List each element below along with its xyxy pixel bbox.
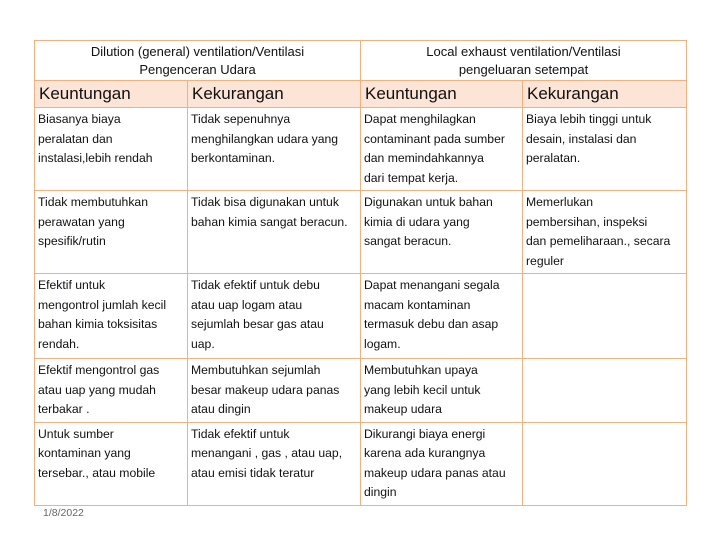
- table-cell: Tidak membutuhkan perawatan yang spesifik/rutin: [35, 191, 188, 274]
- table-row: [35, 422, 687, 505]
- table-cell: Dapat menangani segala macam kontaminan termasuk debu dan asap logam.: [361, 274, 523, 359]
- footer-date: 1/8/2022: [43, 507, 84, 519]
- table-cell: Tidak efektif untuk debu atau uap logam atau sejumlah besar gas atau uap.: [188, 274, 361, 359]
- local-exhaust-disadvantages-header: Kekurangan: [523, 81, 687, 108]
- table-cell: [523, 274, 687, 359]
- table-cell: Tidak efektif untuk menangani , gas , atau uap, atau emisi tidak teratur: [188, 422, 361, 505]
- table-cell: Biasanya biaya peralatan dan instalasi,lebih rendah: [35, 108, 188, 191]
- table-cell: Memerlukan pembersihan, inspeksi dan pemeliharaan., secara reguler: [523, 191, 687, 274]
- subheader-row: [35, 81, 687, 108]
- table-cell: Tidak bisa digunakan untuk bahan kimia sangat beracun.: [188, 191, 361, 274]
- table-row: [35, 274, 687, 359]
- table-cell: Efektif untuk mengontrol jumlah kecil bahan kimia toksisitas rendah.: [35, 274, 188, 359]
- table-cell: Untuk sumber kontaminan yang tersebar., atau mobile: [35, 422, 188, 505]
- table-cell: [523, 422, 687, 505]
- dilution-ventilation-header: Dilution (general) ventilation/Ventilasi Pengenceran Udara: [35, 41, 361, 81]
- table-cell: Tidak sepenuhnya menghilangkan udara yang berkontaminan.: [188, 108, 361, 191]
- table-row: [35, 359, 687, 423]
- local-exhaust-advantages-header: Keuntungan: [361, 81, 523, 108]
- comparison-table: [34, 40, 687, 506]
- table-cell: Digunakan untuk bahan kimia di udara yang sangat beracun.: [361, 191, 523, 274]
- table-cell: Dikurangi biaya energi karena ada kurangnya makeup udara panas atau dingin: [361, 422, 523, 505]
- table-cell: Dapat menghilagkan contaminant pada sumber dan memindahkannya dari tempat kerja.: [361, 108, 523, 191]
- table-cell: Membutuhkan sejumlah besar makeup udara panas atau dingin: [188, 359, 361, 423]
- table-row: [35, 191, 687, 274]
- table-cell: Membutuhkan upaya yang lebih kecil untuk makeup udara: [361, 359, 523, 423]
- local-exhaust-ventilation-header: Local exhaust ventilation/Ventilasi pengeluaran setempat: [361, 41, 687, 81]
- table-cell: Biaya lebih tinggi untuk desain, instalasi dan peralatan.: [523, 108, 687, 191]
- dilution-advantages-header: Keuntungan: [35, 81, 188, 108]
- group-header-row: [35, 41, 687, 81]
- table-row: [35, 108, 687, 191]
- table-cell: [523, 359, 687, 423]
- table-cell: Efektif mengontrol gas atau uap yang mudah terbakar .: [35, 359, 188, 423]
- dilution-disadvantages-header: Kekurangan: [188, 81, 361, 108]
